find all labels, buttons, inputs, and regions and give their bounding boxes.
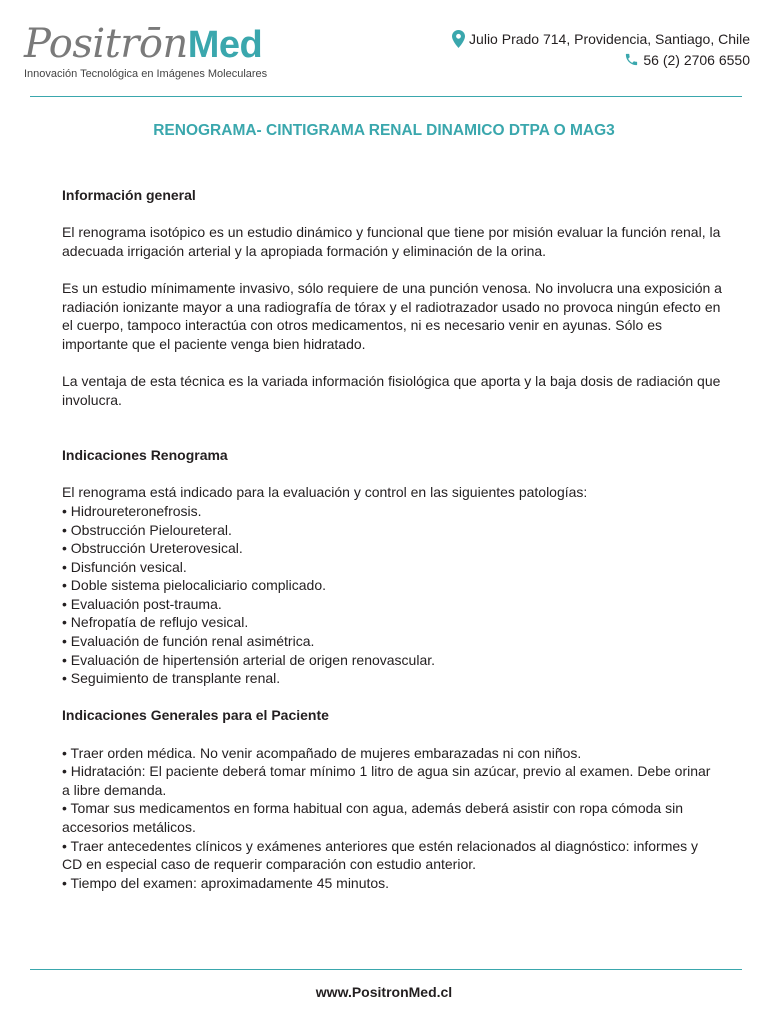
- phone-text: 56 (2) 2706 6550: [643, 51, 750, 68]
- company-logo: [24, 22, 267, 80]
- logo-tagline: Innovación Tecnológica en Imágenes Moleculares: [24, 68, 268, 80]
- list-item: • Traer orden médica. No venir acompañado de mujeres embarazadas ni con niños.: [62, 744, 582, 761]
- section-heading-general: Información general: [62, 187, 196, 203]
- list-item: • Disfunción vesical.: [62, 558, 187, 575]
- paragraph: El renograma isotópico es un estudio dinámico y funcional que tiene por misión evaluar la función renal, la adecuada irrigación arterial y la apropiada formación y eliminación de la orina.: [62, 224, 721, 259]
- list-item: • Hidroureteronefrosis.: [62, 502, 202, 519]
- header-divider: [30, 96, 742, 97]
- footer-website-link[interactable]: www.PositronMed.cl: [315, 984, 453, 1000]
- list-item: • Traer antecedentes clínicos y exámenes anteriores que estén relacionados al diagnóstico: informes y CD en especial caso de requerir comparación con estudio anterior.: [62, 837, 699, 873]
- list-item: • Evaluación post-trauma.: [62, 595, 222, 612]
- section-heading-patient: Indicaciones Generales para el Paciente: [62, 707, 329, 724]
- paragraph: Es un estudio mínimamente invasivo, sólo requiere de una punción venosa. No involucra una exposición a radiación ionizante mayor a una radiografía de tórax y el radiotrazador usado no provoca ningún efecto en el cuerpo, tampoco interactúa con otros medicamentos, ni es necesario venir en ayunas. Sólo es importante que el paciente venga bien hidratado.: [62, 279, 722, 352]
- list-item: • Hidratación: El paciente deberá tomar mínimo 1 litro de agua sin azúcar, previo al examen. Debe orinar a libre demanda.: [62, 763, 711, 798]
- contact-info: [452, 28, 750, 70]
- list-item: • Tiempo del examen: aproximadamente 45 minutos.: [62, 874, 390, 891]
- paragraph: El renograma está indicado para la evaluación y control en las siguientes patologías:: [62, 484, 588, 501]
- list-item: • Evaluación de hipertensión arterial de origen renovascular.: [62, 651, 436, 668]
- section-heading-indications: Indicaciones Renograma: [62, 447, 228, 464]
- document-body: [62, 186, 722, 892]
- address-row: [452, 28, 750, 49]
- list-item: • Obstrucción Ureterovesical.: [62, 540, 243, 557]
- logo-positron-text: Positrōn: [24, 21, 188, 67]
- list-item: • Evaluación de función renal asimétrica.: [62, 633, 315, 650]
- logo-med-text: Med: [187, 24, 263, 66]
- document-title: RENOGRAMA- CINTIGRAMA RENAL DINAMICO DTPA O MAG3: [153, 122, 615, 139]
- address-text: Julio Prado 714, Providencia, Santiago, Chile: [469, 30, 750, 47]
- list-item: • Obstrucción Pieloureteral.: [62, 521, 232, 538]
- list-item: • Nefropatía de reflujo vesical.: [62, 614, 249, 631]
- logo-wordmark: [24, 22, 267, 67]
- phone-icon: [624, 52, 639, 67]
- list-item: • Seguimiento de transplante renal.: [62, 670, 281, 687]
- phone-row: [452, 49, 750, 70]
- footer-divider: [30, 969, 742, 970]
- location-pin-icon: [452, 30, 465, 48]
- paragraph: La ventaja de esta técnica es la variada información fisiológica que aporta y la baja dosis de radiación que involucra.: [62, 372, 721, 408]
- list-item: • Doble sistema pielocaliciario complicado.: [62, 577, 327, 594]
- list-item: • Tomar sus medicamentos en forma habitual con agua, además deberá asistir con ropa cómoda sin accesorios metálicos.: [62, 800, 683, 835]
